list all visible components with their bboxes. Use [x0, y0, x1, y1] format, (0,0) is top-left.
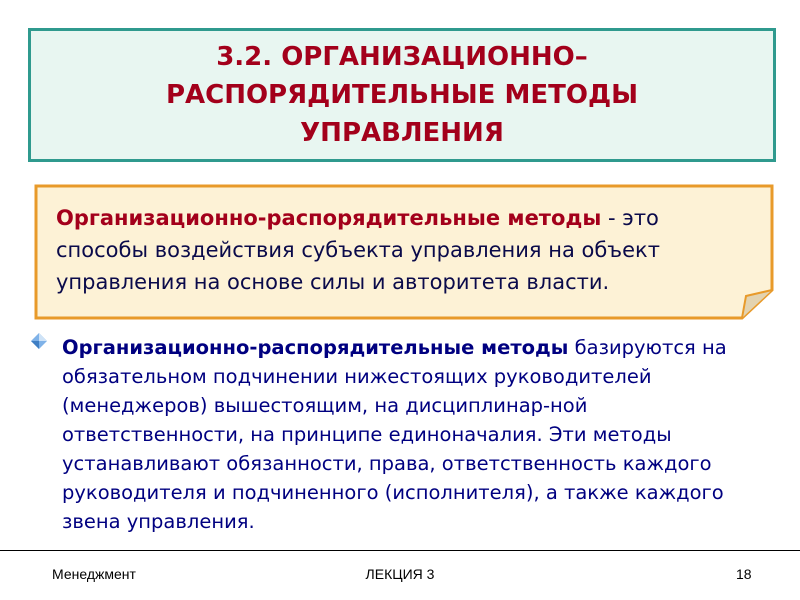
definition-term: Организационно-распорядительные методы	[56, 206, 602, 230]
bullet-term: Организационно-распорядительные методы	[62, 336, 569, 359]
bullet-body: базируются на обязательном подчинении нижестоящих руководителей (менеджеров) вышестоящим, на дисциплинар-ной ответственности, на принципе единоначалия. Эти методы устанавливают обязанности, права, ответственность каждого руководителя и подчиненного (исполнителя), а также каждого звена управления.	[62, 336, 727, 533]
footer-course: Менеджмент	[52, 566, 136, 582]
title-box	[28, 28, 776, 162]
diamond-bullet-icon	[30, 332, 48, 350]
definition-box	[34, 184, 774, 320]
definition-body: - это способы воздействия субъекта управления на объект управления на основе силы и авторитета власти.	[56, 206, 660, 294]
bullet-paragraph	[62, 333, 772, 536]
slide-title: 3.2. ОРГАНИЗАЦИОННО–РАСПОРЯДИТЕЛЬНЫЕ МЕТОДЫ УПРАВЛЕНИЯ	[165, 42, 639, 148]
footer-lecture: ЛЕКЦИЯ 3	[365, 566, 435, 582]
definition-text	[56, 202, 756, 298]
footer-divider	[0, 550, 800, 551]
page-number: 18	[736, 566, 752, 582]
